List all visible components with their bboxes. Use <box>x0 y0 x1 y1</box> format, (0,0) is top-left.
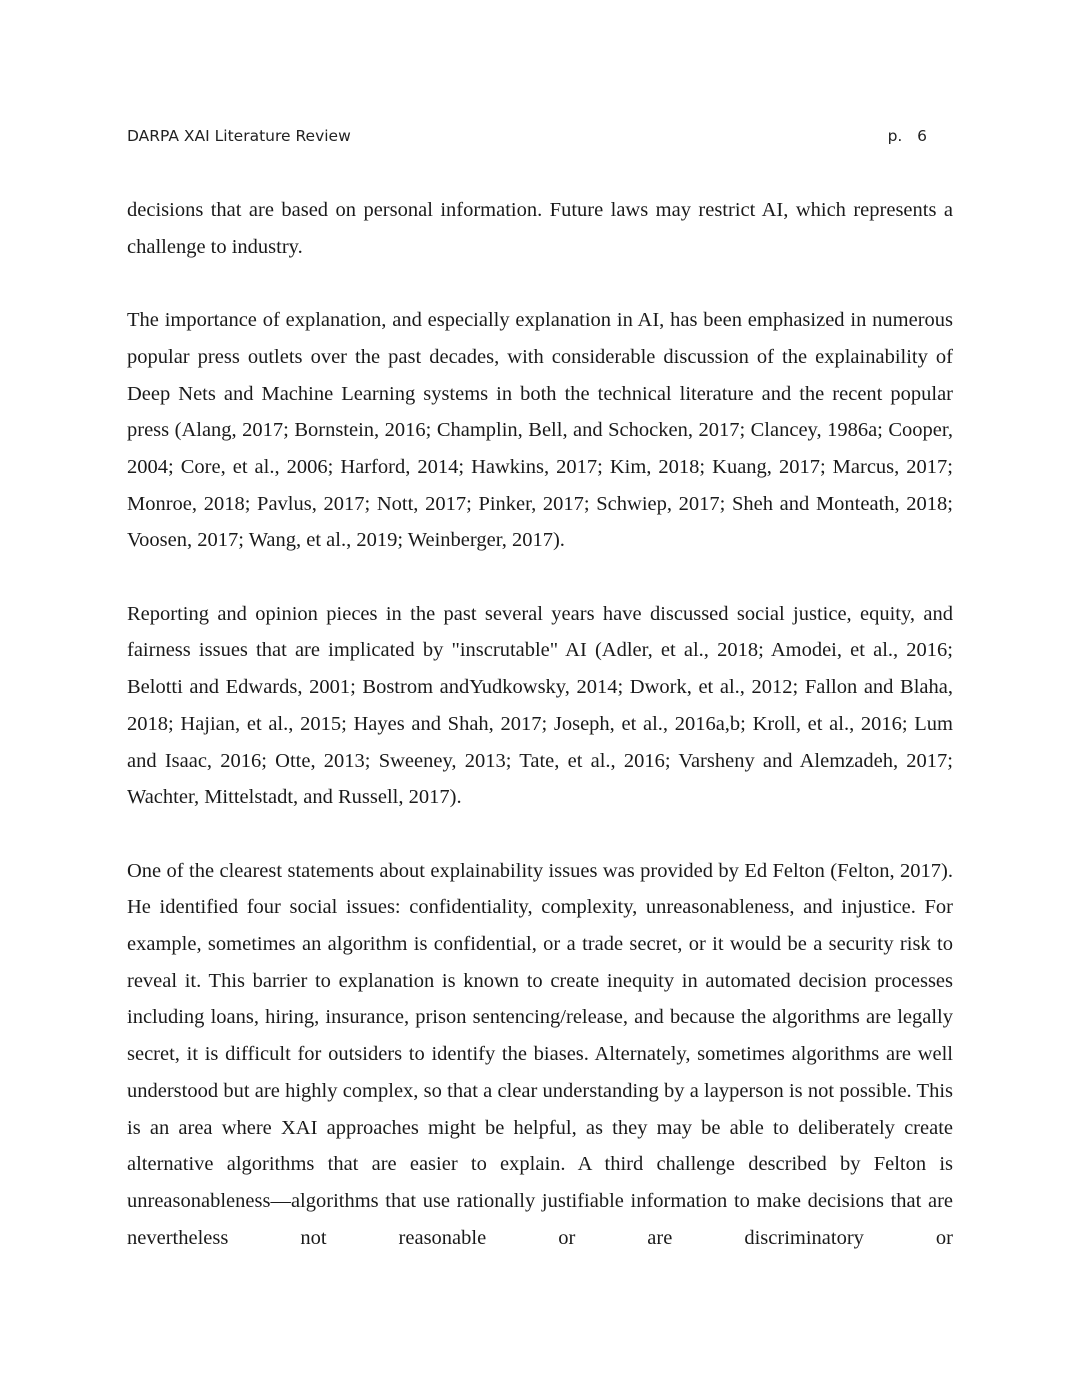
page-number: p. 6 <box>887 127 927 145</box>
paragraph-importance-of-explanation: The importance of explanation, and especially explanation in AI, has been emphasized in numerous popular press outlets over the past decades, with considerable discussion of the explainability of Deep Nets and Machine Learning systems in both the technical literature and the recent popular press (Alang, 2017; Bornstein, 2016; Champlin, Bell, and Schocken, 2017; Clancey, 1986a; Cooper, 2004; Core, et al., 2006; Harford, 2014; Hawkins, 2017; Kim, 2018; Kuang, 2017; Marcus, 2017; Monroe, 2018; Pavlus, 2017; Nott, 2017; Pinker, 2017; Schwiep, 2017; Sheh and Monteath, 2018; Voosen, 2017; Wang, et al., 2019; Weinberger, 2017). <box>127 309 953 552</box>
running-header <box>127 127 927 151</box>
paragraph-felton-issues: One of the clearest statements about explainability issues was provided by Ed Felton (Felton, 2017). He identified four social issues: confidentiality, complexity, unreasonableness, and injustice. For example, sometimes an algorithm is confidential, or a trade secret, or it would be a security risk to reveal it. This barrier to explanation is known to create inequity in automated decision processes including loans, hiring, insurance, prison sentencing/release, and because the algorithms are legally secret, it is difficult for outsiders to identify the biases. Alternately, sometimes algorithms are well understood but are highly complex, so that a clear understanding by a layperson is not possible. This is an area where XAI approaches might be helpful, as they may be able to deliberately create alternative algorithms that are easier to explain. A third challenge described by Felton is unreasonableness—algorithms that use rationally justifiable information to make decisions that are nevertheless not reasonable or are discriminatory or <box>127 859 953 1249</box>
document-title: DARPA XAI Literature Review <box>127 127 351 145</box>
body-text <box>127 192 953 1256</box>
paragraph-social-justice: Reporting and opinion pieces in the past several years have discussed social justice, equity, and fairness issues that are implicated by "inscrutable" AI (Adler, et al., 2018; Amodei, et al., 2016; Belotti and Edwards, 2001; Bostrom andYudkowsky, 2014; Dwork, et al., 2012; Fallon and Blaha, 2018; Hajian, et al., 2015; Hayes and Shah, 2017; Joseph, et al., 2016a,b; Kroll, et al., 2016; Lum and Isaac, 2016; Otte, 2013; Sweeney, 2013; Tate, et al., 2016; Varsheny and Alemzadeh, 2017; Wachter, Mittelstadt, and Russell, 2017). <box>127 602 953 809</box>
paragraph-continuation: decisions that are based on personal information. Future laws may restrict AI, which represents a challenge to industry. <box>127 199 953 258</box>
